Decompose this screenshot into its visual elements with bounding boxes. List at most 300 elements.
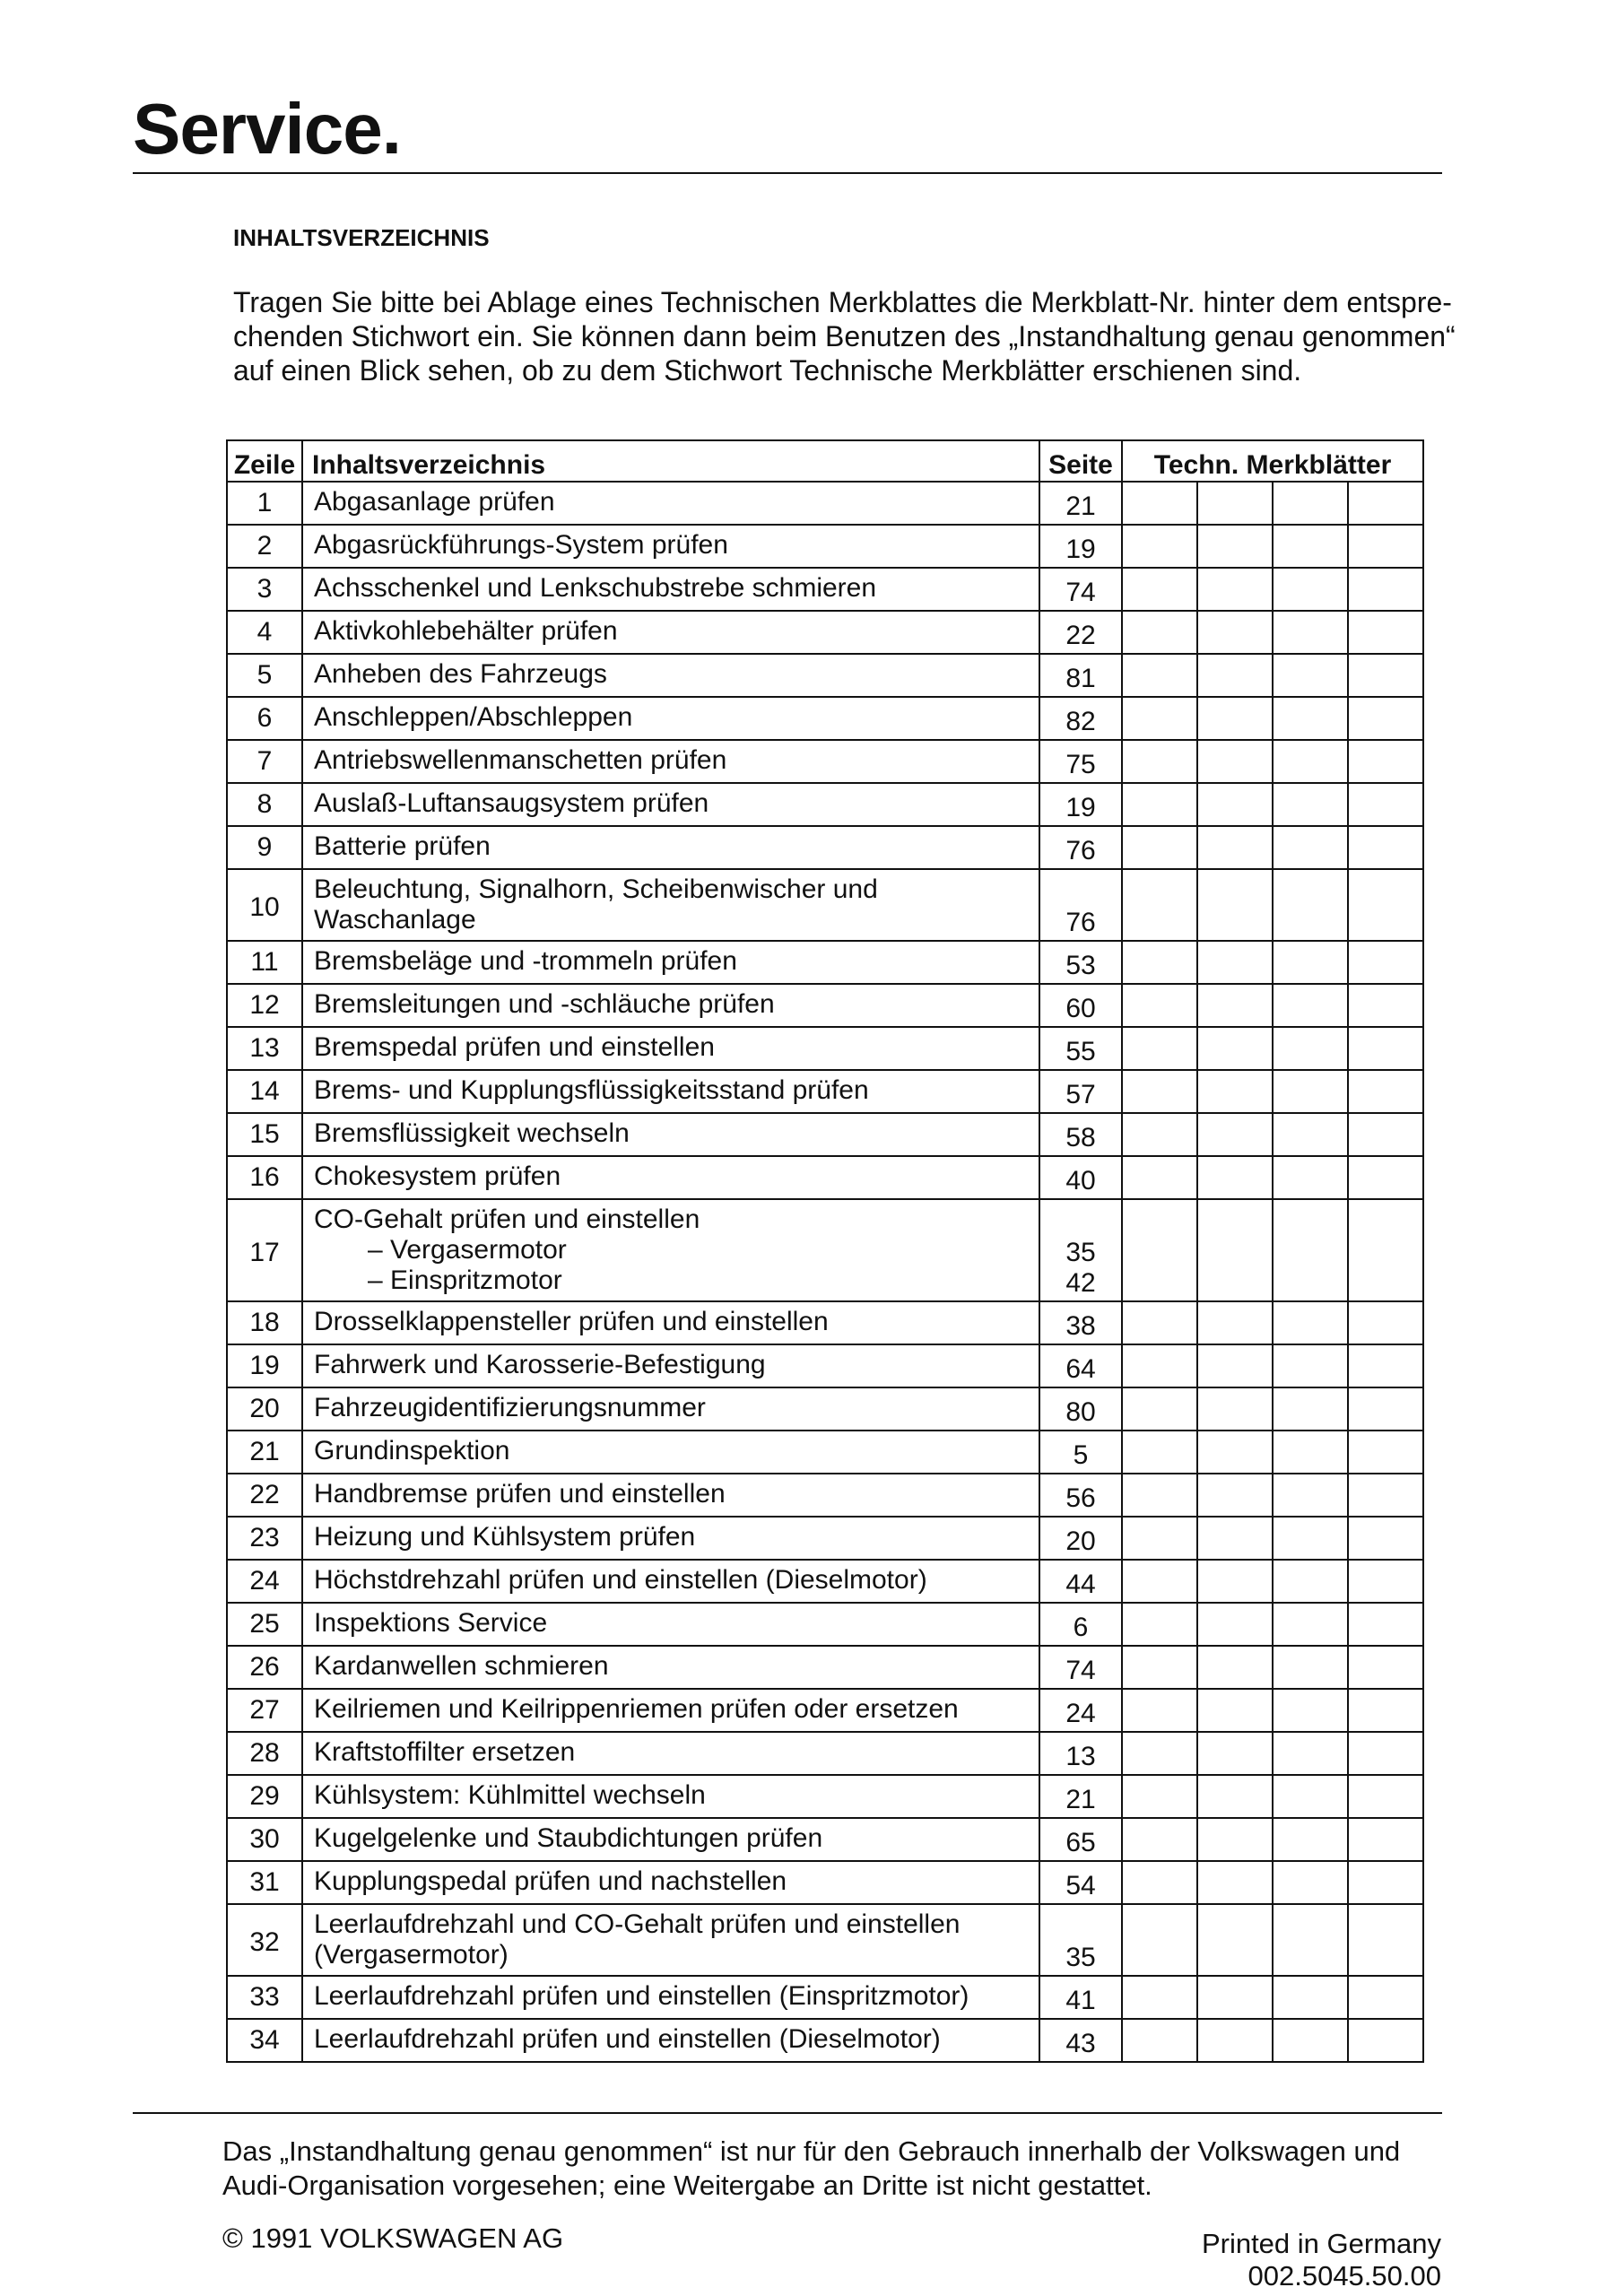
merkblatt-entry-cell [1273, 1976, 1348, 2019]
table-row [227, 697, 1423, 740]
merkblatt-entry-cell [1273, 1775, 1348, 1818]
table-row [227, 740, 1423, 783]
row-page [1039, 941, 1122, 984]
topic-line: Aktivkohlebehälter prüfen [314, 616, 618, 646]
merkblatt-entry-cell [1273, 1431, 1348, 1474]
topic-line: Kardanwellen schmieren [314, 1651, 609, 1681]
table-row [227, 1113, 1423, 1156]
topic-line: Kühlsystem: Kühlmittel wechseln [314, 1780, 706, 1810]
row-number: 12 [227, 984, 302, 1027]
row-topic [302, 611, 1039, 654]
merkblatt-entry-cell [1197, 1199, 1273, 1301]
merkblatt-entry-cell [1273, 2019, 1348, 2062]
merkblatt-entry-cell [1273, 1070, 1348, 1113]
topic-line: Anheben des Fahrzeugs [314, 659, 607, 689]
row-number: 24 [227, 1560, 302, 1603]
row-page [1039, 1301, 1122, 1344]
merkblatt-entry-cell [1122, 1113, 1197, 1156]
row-page [1039, 826, 1122, 869]
merkblatt-entry-cell [1122, 869, 1197, 941]
merkblatt-entry-cell [1348, 1976, 1423, 2019]
row-number: 28 [227, 1732, 302, 1775]
row-topic [302, 2019, 1039, 2062]
topic-line: Achsschenkel und Lenkschubstrebe schmieren [314, 573, 877, 603]
row-number: 3 [227, 568, 302, 611]
table-row [227, 783, 1423, 826]
table-header-row [227, 440, 1423, 482]
row-page [1039, 568, 1122, 611]
topic-line: Höchstdrehzahl prüfen und einstellen (Dieselmotor) [314, 1565, 927, 1595]
merkblatt-entry-cell [1122, 1732, 1197, 1775]
page-number: 56 [1065, 1483, 1096, 1513]
row-page [1039, 740, 1122, 783]
row-number: 9 [227, 826, 302, 869]
merkblatt-entry-cell [1197, 826, 1273, 869]
table-row [227, 611, 1423, 654]
row-page [1039, 1474, 1122, 1517]
table-row [227, 1689, 1423, 1732]
topic-line: Fahrzeugidentifizierungsnummer [314, 1393, 706, 1422]
row-number: 20 [227, 1387, 302, 1431]
row-number: 30 [227, 1818, 302, 1861]
table-row [227, 1517, 1423, 1560]
row-page [1039, 1113, 1122, 1156]
row-number: 11 [227, 941, 302, 984]
merkblatt-entry-cell [1197, 740, 1273, 783]
merkblatt-entry-cell [1197, 1113, 1273, 1156]
row-topic [302, 740, 1039, 783]
merkblatt-entry-cell [1122, 1689, 1197, 1732]
row-number: 17 [227, 1199, 302, 1301]
merkblatt-entry-cell [1197, 1904, 1273, 1976]
row-number: 31 [227, 1861, 302, 1904]
row-topic [302, 697, 1039, 740]
row-page [1039, 1156, 1122, 1199]
row-page [1039, 1775, 1122, 1818]
merkblatt-entry-cell [1122, 654, 1197, 697]
row-page [1039, 697, 1122, 740]
topic-line: Anschleppen/Abschleppen [314, 702, 633, 732]
row-number: 23 [227, 1517, 302, 1560]
row-topic [302, 654, 1039, 697]
table-body [227, 482, 1423, 2062]
merkblatt-entry-cell [1122, 1775, 1197, 1818]
merkblatt-entry-cell [1122, 826, 1197, 869]
row-page [1039, 1861, 1122, 1904]
row-number: 15 [227, 1113, 302, 1156]
page-number: 74 [1065, 1656, 1096, 1685]
row-topic [302, 525, 1039, 568]
merkblatt-entry-cell [1348, 1689, 1423, 1732]
merkblatt-entry-cell [1273, 1603, 1348, 1646]
topic-line: Fahrwerk und Karosserie-Befestigung [314, 1350, 766, 1379]
page-number: 21 [1065, 491, 1096, 521]
row-topic [302, 1027, 1039, 1070]
topic-line: Antriebswellenmanschetten prüfen [314, 745, 727, 775]
row-topic [302, 1775, 1039, 1818]
table-row [227, 1775, 1423, 1818]
table-row [227, 1646, 1423, 1689]
merkblatt-entry-cell [1122, 1344, 1197, 1387]
merkblatt-entry-cell [1197, 697, 1273, 740]
row-number: 27 [227, 1689, 302, 1732]
table-row [227, 1431, 1423, 1474]
page-number: 41 [1065, 1986, 1096, 2015]
header-zeile: Zeile [227, 440, 302, 482]
page-number: 5 [1073, 1440, 1089, 1470]
topic-line: CO-Gehalt prüfen und einstellen [314, 1205, 700, 1234]
row-page [1039, 1199, 1122, 1301]
row-page [1039, 654, 1122, 697]
row-topic [302, 1474, 1039, 1517]
merkblatt-entry-cell [1273, 1474, 1348, 1517]
merkblatt-entry-cell [1122, 1156, 1197, 1199]
page-number: 20 [1065, 1526, 1096, 1556]
footer-note-line: Das „Instandhaltung genau genommen“ ist nur für den Gebrauch innerhalb der Volkswagen und [222, 2135, 1401, 2167]
merkblatt-entry-cell [1348, 482, 1423, 525]
row-topic [302, 1431, 1039, 1474]
topic-line: Auslaß-Luftansaugsystem prüfen [314, 788, 709, 818]
topic-line: Handbremse prüfen und einstellen [314, 1479, 726, 1509]
merkblatt-entry-cell [1348, 1344, 1423, 1387]
intro-line: chenden Stichwort ein. Sie können dann beim Benutzen des „Instandhaltung genau genommen“ [233, 320, 1456, 352]
row-topic [302, 1517, 1039, 1560]
merkblatt-entry-cell [1348, 740, 1423, 783]
table-row [227, 1603, 1423, 1646]
page-number: 57 [1065, 1080, 1096, 1109]
merkblatt-entry-cell [1348, 1387, 1423, 1431]
row-topic [302, 1070, 1039, 1113]
row-topic [302, 482, 1039, 525]
merkblatt-entry-cell [1273, 740, 1348, 783]
merkblatt-entry-cell [1197, 1517, 1273, 1560]
header-inhaltsverzeichnis: Inhaltsverzeichnis [302, 440, 1039, 482]
row-page [1039, 1732, 1122, 1775]
merkblatt-entry-cell [1122, 697, 1197, 740]
row-number: 13 [227, 1027, 302, 1070]
topic-line: Beleuchtung, Signalhorn, Scheibenwischer und [314, 874, 878, 904]
merkblatt-entry-cell [1348, 1775, 1423, 1818]
topic-line: (Vergasermotor) [314, 1940, 509, 1970]
merkblatt-entry-cell [1348, 1199, 1423, 1301]
merkblatt-entry-cell [1348, 1027, 1423, 1070]
row-page [1039, 984, 1122, 1027]
page-number: 75 [1065, 750, 1096, 779]
merkblatt-entry-cell [1197, 941, 1273, 984]
topic-line: Waschanlage [314, 905, 476, 935]
page-number: 76 [1065, 908, 1096, 937]
merkblatt-entry-cell [1197, 1560, 1273, 1603]
merkblatt-entry-cell [1122, 1301, 1197, 1344]
merkblatt-entry-cell [1197, 869, 1273, 941]
merkblatt-entry-cell [1348, 984, 1423, 1027]
merkblatt-entry-cell [1348, 1560, 1423, 1603]
row-page [1039, 1976, 1122, 2019]
merkblatt-entry-cell [1273, 1027, 1348, 1070]
merkblatt-entry-cell [1197, 783, 1273, 826]
topic-line: Leerlaufdrehzahl und CO-Gehalt prüfen und einstellen [314, 1909, 961, 1939]
merkblatt-entry-cell [1122, 1646, 1197, 1689]
merkblatt-entry-cell [1122, 1560, 1197, 1603]
merkblatt-entry-cell [1273, 525, 1348, 568]
row-page [1039, 869, 1122, 941]
table-row [227, 1560, 1423, 1603]
row-page [1039, 1431, 1122, 1474]
row-topic [302, 941, 1039, 984]
merkblatt-entry-cell [1197, 1603, 1273, 1646]
topic-line: Abgasrückführungs-System prüfen [314, 530, 728, 560]
row-page [1039, 1344, 1122, 1387]
merkblatt-entry-cell [1273, 568, 1348, 611]
page-number: 76 [1065, 836, 1096, 865]
row-number: 22 [227, 1474, 302, 1517]
document-number: 002.5045.50.00 [1248, 2260, 1441, 2292]
row-number: 14 [227, 1070, 302, 1113]
row-number: 2 [227, 525, 302, 568]
merkblatt-entry-cell [1197, 1387, 1273, 1431]
row-number: 5 [227, 654, 302, 697]
merkblatt-entry-cell [1197, 654, 1273, 697]
table-row [227, 1904, 1423, 1976]
merkblatt-entry-cell [1122, 740, 1197, 783]
page-number: 65 [1065, 1828, 1096, 1857]
merkblatt-entry-cell [1348, 1070, 1423, 1113]
merkblatt-entry-cell [1122, 1904, 1197, 1976]
table-row [227, 941, 1423, 984]
table-row [227, 482, 1423, 525]
merkblatt-entry-cell [1122, 482, 1197, 525]
intro-line: auf einen Blick sehen, ob zu dem Stichwort Technische Merkblätter erschienen sind. [233, 354, 1302, 387]
merkblatt-entry-cell [1122, 1517, 1197, 1560]
merkblatt-entry-cell [1122, 1976, 1197, 2019]
page-number: 35 [1065, 1943, 1096, 1972]
merkblatt-entry-cell [1348, 568, 1423, 611]
merkblatt-entry-cell [1197, 482, 1273, 525]
row-topic [302, 1732, 1039, 1775]
page-number: 24 [1065, 1699, 1096, 1728]
row-topic [302, 1387, 1039, 1431]
row-topic [302, 1646, 1039, 1689]
footer-note-line: Audi-Organisation vorgesehen; eine Weitergabe an Dritte ist nicht gestattet. [222, 2170, 1152, 2201]
row-number: 19 [227, 1344, 302, 1387]
row-number: 6 [227, 697, 302, 740]
printed-in: Printed in Germany [1201, 2228, 1441, 2259]
merkblatt-entry-cell [1273, 1387, 1348, 1431]
topic-line: Bremsflüssigkeit wechseln [314, 1118, 630, 1148]
page-number: 60 [1065, 994, 1096, 1023]
merkblatt-entry-cell [1348, 941, 1423, 984]
row-page [1039, 1560, 1122, 1603]
page-number: 19 [1065, 535, 1096, 564]
merkblatt-entry-cell [1273, 611, 1348, 654]
merkblatt-entry-cell [1348, 783, 1423, 826]
topic-line: Brems- und Kupplungsflüssigkeitsstand prüfen [314, 1075, 869, 1105]
table-row [227, 2019, 1423, 2062]
merkblatt-entry-cell [1122, 941, 1197, 984]
footer-divider [133, 2112, 1442, 2114]
merkblatt-entry-cell [1273, 1156, 1348, 1199]
merkblatt-entry-cell [1122, 1861, 1197, 1904]
row-topic [302, 1689, 1039, 1732]
merkblatt-entry-cell [1348, 1904, 1423, 1976]
merkblatt-entry-cell [1197, 1156, 1273, 1199]
row-topic [302, 568, 1039, 611]
merkblatt-entry-cell [1197, 1027, 1273, 1070]
row-topic [302, 869, 1039, 941]
page-number: 82 [1065, 707, 1096, 736]
row-page [1039, 1517, 1122, 1560]
merkblatt-entry-cell [1122, 611, 1197, 654]
row-topic [302, 1560, 1039, 1603]
table-row [227, 1344, 1423, 1387]
merkblatt-entry-cell [1348, 1818, 1423, 1861]
row-topic [302, 1199, 1039, 1301]
row-page [1039, 1070, 1122, 1113]
topic-line: Bremspedal prüfen und einstellen [314, 1032, 715, 1062]
merkblatt-entry-cell [1348, 1113, 1423, 1156]
merkblatt-entry-cell [1348, 1474, 1423, 1517]
header-divider [133, 172, 1442, 174]
topic-line: Grundinspektion [314, 1436, 510, 1465]
row-topic [302, 1904, 1039, 1976]
merkblatt-entry-cell [1197, 1431, 1273, 1474]
topic-line: Leerlaufdrehzahl prüfen und einstellen (Dieselmotor) [314, 2024, 941, 2054]
merkblatt-entry-cell [1348, 1861, 1423, 1904]
merkblatt-entry-cell [1122, 1474, 1197, 1517]
row-topic [302, 1861, 1039, 1904]
table-row [227, 1732, 1423, 1775]
merkblatt-entry-cell [1273, 826, 1348, 869]
merkblatt-entry-cell [1197, 568, 1273, 611]
merkblatt-entry-cell [1122, 1199, 1197, 1301]
row-topic [302, 1818, 1039, 1861]
topic-line: Kraftstoffilter ersetzen [314, 1737, 576, 1767]
merkblatt-entry-cell [1348, 826, 1423, 869]
page-number: 43 [1065, 2029, 1096, 2058]
merkblatt-entry-cell [1122, 1387, 1197, 1431]
topic-line: Batterie prüfen [314, 831, 491, 861]
merkblatt-entry-cell [1197, 1976, 1273, 2019]
merkblatt-entry-cell [1348, 697, 1423, 740]
row-page [1039, 1689, 1122, 1732]
intro-line: Tragen Sie bitte bei Ablage eines Technischen Merkblattes die Merkblatt-Nr. hinter dem entspre- [233, 286, 1452, 318]
table-row [227, 1027, 1423, 1070]
table-row [227, 1387, 1423, 1431]
merkblatt-entry-cell [1273, 1904, 1348, 1976]
merkblatt-entry-cell [1348, 1603, 1423, 1646]
merkblatt-entry-cell [1197, 1732, 1273, 1775]
page-number: 38 [1065, 1311, 1096, 1341]
row-number: 26 [227, 1646, 302, 1689]
table-row [227, 869, 1423, 941]
merkblatt-entry-cell [1273, 984, 1348, 1027]
header-seite: Seite [1039, 440, 1122, 482]
merkblatt-entry-cell [1273, 1344, 1348, 1387]
topic-line: Keilriemen und Keilrippenriemen prüfen oder ersetzen [314, 1694, 959, 1724]
topic-line: Abgasanlage prüfen [314, 487, 555, 517]
merkblatt-entry-cell [1197, 2019, 1273, 2062]
row-page [1039, 525, 1122, 568]
print-info [1202, 2228, 1441, 2292]
page-number: 6 [1073, 1613, 1089, 1642]
topic-line: Kupplungspedal prüfen und nachstellen [314, 1866, 787, 1896]
row-page [1039, 1387, 1122, 1431]
topic-line: Chokesystem prüfen [314, 1161, 561, 1191]
merkblatt-entry-cell [1348, 611, 1423, 654]
merkblatt-entry-cell [1273, 654, 1348, 697]
page-number: 44 [1065, 1570, 1096, 1599]
merkblatt-entry-cell [1273, 1199, 1348, 1301]
copyright: © 1991 VOLKSWAGEN AG [222, 2222, 564, 2254]
row-page [1039, 1904, 1122, 1976]
section-title: INHALTSVERZEICHNIS [233, 224, 490, 251]
page-number: 54 [1065, 1871, 1096, 1900]
merkblatt-entry-cell [1197, 984, 1273, 1027]
page-number: 80 [1065, 1397, 1096, 1427]
row-page [1039, 1603, 1122, 1646]
table-row [227, 1474, 1423, 1517]
row-number: 32 [227, 1904, 302, 1976]
merkblatt-entry-cell [1122, 2019, 1197, 2062]
merkblatt-entry-cell [1122, 1027, 1197, 1070]
row-topic [302, 1301, 1039, 1344]
row-number: 29 [227, 1775, 302, 1818]
row-topic [302, 826, 1039, 869]
merkblatt-entry-cell [1197, 1775, 1273, 1818]
row-number: 33 [227, 1976, 302, 2019]
table-row [227, 984, 1423, 1027]
merkblatt-entry-cell [1273, 1560, 1348, 1603]
page-number: 42 [1065, 1268, 1096, 1298]
topic-subline: – Vergasermotor [368, 1235, 567, 1265]
row-topic [302, 1603, 1039, 1646]
page-number: 22 [1065, 621, 1096, 650]
row-number: 1 [227, 482, 302, 525]
merkblatt-entry-cell [1348, 654, 1423, 697]
merkblatt-entry-cell [1348, 525, 1423, 568]
row-number: 8 [227, 783, 302, 826]
toc-table [226, 439, 1424, 2063]
table-row [227, 1199, 1423, 1301]
merkblatt-entry-cell [1348, 869, 1423, 941]
merkblatt-entry-cell [1197, 1689, 1273, 1732]
merkblatt-entry-cell [1348, 2019, 1423, 2062]
table-row [227, 826, 1423, 869]
merkblatt-entry-cell [1273, 1818, 1348, 1861]
page-number: 13 [1065, 1742, 1096, 1771]
row-page [1039, 611, 1122, 654]
page-number: 35 [1065, 1238, 1096, 1267]
page-number: 74 [1065, 578, 1096, 607]
row-number: 34 [227, 2019, 302, 2062]
row-topic [302, 1344, 1039, 1387]
merkblatt-entry-cell [1348, 1431, 1423, 1474]
merkblatt-entry-cell [1273, 941, 1348, 984]
merkblatt-entry-cell [1197, 611, 1273, 654]
table-row [227, 568, 1423, 611]
merkblatt-entry-cell [1273, 869, 1348, 941]
row-page [1039, 1818, 1122, 1861]
merkblatt-entry-cell [1348, 1301, 1423, 1344]
merkblatt-entry-cell [1197, 1474, 1273, 1517]
merkblatt-entry-cell [1122, 1070, 1197, 1113]
topic-line: Bremsleitungen und -schläuche prüfen [314, 989, 775, 1019]
row-number: 4 [227, 611, 302, 654]
row-number: 25 [227, 1603, 302, 1646]
topic-line: Drosselklappensteller prüfen und einstellen [314, 1307, 829, 1336]
table-row [227, 654, 1423, 697]
topic-line: Bremsbeläge und -trommeln prüfen [314, 946, 737, 976]
